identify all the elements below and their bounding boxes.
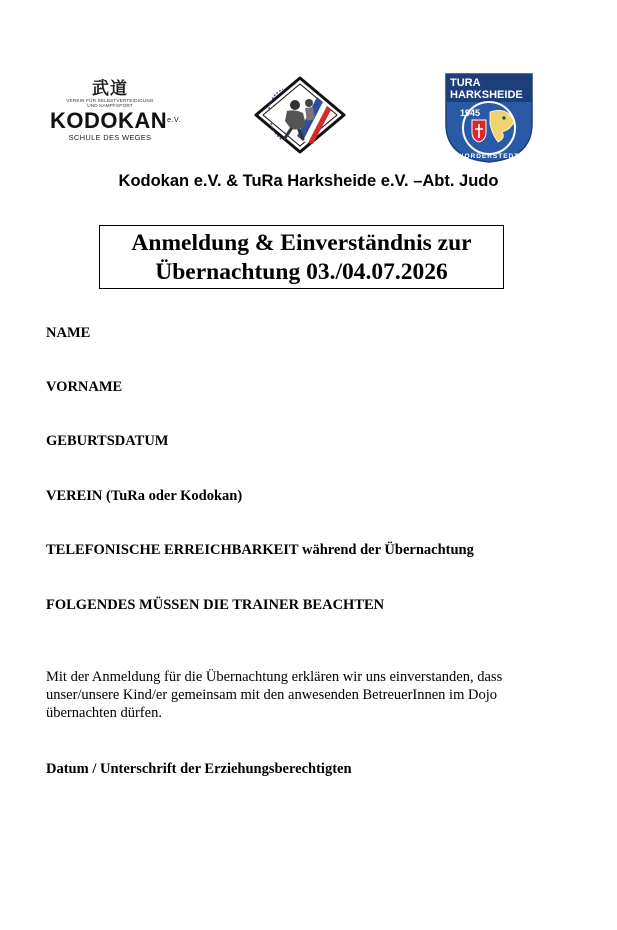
field-label-trainer-hinweise: FOLGENDES MÜSSEN DIE TRAINER BEACHTEN	[46, 597, 385, 613]
title-line-2: Übernachtung 03./04.07.2026	[155, 259, 448, 285]
field-label-name: NAME	[46, 325, 91, 341]
kodokan-kanji: 武道	[92, 79, 128, 99]
judo-emblem-icon	[251, 75, 349, 155]
kodokan-suffix: e.V.	[167, 117, 181, 124]
kodokan-wordmark	[50, 108, 181, 133]
consent-line-2: unser/unsere Kind/er gemeinsam mit den anwesenden BetreuerInnen im Dojo	[46, 687, 497, 703]
field-label-vorname: VORNAME	[46, 379, 123, 395]
kodokan-name: KODOKAN	[50, 108, 168, 133]
tura-ring-text: NORDERSTEDT	[458, 153, 520, 160]
signature-label: Datum / Unterschrift der Erziehungsberechtigten	[46, 761, 352, 777]
kodokan-logo	[50, 79, 181, 152]
judo-emblem-logo	[251, 75, 349, 155]
tura-line2: HARKSHEIDE	[450, 89, 523, 101]
title-line-1: Anmeldung & Einverständnis zur	[131, 230, 472, 256]
field-label-telefon: TELEFONISCHE ERREICHBARKEIT während der Übernachtung	[46, 542, 474, 558]
consent-line-3: übernachten dürfen.	[46, 705, 162, 721]
kodokan-subtitle-2: UND KAMPFSPORT	[87, 103, 133, 108]
tura-line1: TURA	[450, 77, 481, 89]
field-label-geburtsdatum: GEBURTSDATUM	[46, 433, 169, 449]
kodokan-subtitle-1: VEREIN FÜR SELBSTVERTEIDIGUNG	[66, 98, 154, 103]
tura-year: 1945	[460, 108, 481, 118]
tura-harksheide-logo	[444, 72, 534, 164]
clubs-heading: Kodokan e.V. & TuRa Harksheide e.V. –Abt. Judo	[118, 172, 499, 190]
document-title-box	[99, 225, 504, 289]
consent-line-1: Mit der Anmeldung für die Übernachtung erklären wir uns einverstanden, dass	[46, 669, 503, 685]
tura-shield-icon	[444, 72, 534, 164]
field-label-verein: VEREIN (TuRa oder Kodokan)	[46, 488, 243, 504]
kodokan-motto: SCHULE DES WEGES	[68, 133, 152, 142]
consent-paragraph	[46, 668, 586, 722]
